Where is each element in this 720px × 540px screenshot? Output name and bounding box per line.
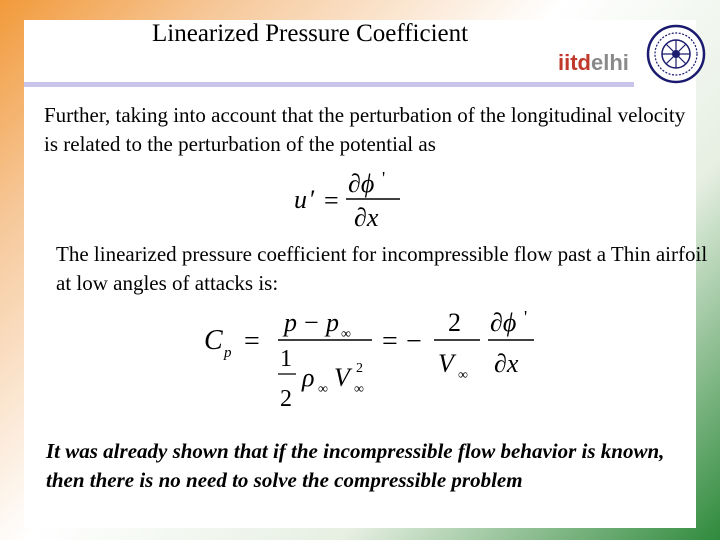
svg-text:=: = [324, 186, 339, 215]
iit-delhi-seal-icon [646, 24, 706, 84]
svg-text:C: C [204, 325, 223, 356]
svg-text:∂ϕ: ∂ϕ [348, 169, 375, 198]
svg-text:−: − [406, 326, 422, 357]
svg-text:∂x: ∂x [354, 203, 379, 232]
svg-text:': ' [382, 168, 386, 188]
svg-text:−: − [304, 308, 319, 337]
svg-text:=: = [382, 326, 398, 357]
paragraph-pressure-coefficient: The linearized pressure coefficient for incompressible flow past a Thin airfoil at low angles of attacks is: [56, 242, 708, 295]
svg-text:=: = [244, 326, 260, 357]
svg-text:1: 1 [280, 346, 292, 372]
svg-text:V: V [438, 349, 454, 378]
svg-text:∞: ∞ [458, 368, 468, 383]
svg-text:2: 2 [356, 361, 363, 376]
logo-text-part1: iitd [558, 50, 591, 75]
svg-text:p: p [326, 308, 339, 337]
svg-text:′: ′ [310, 185, 316, 214]
svg-text:V: V [334, 363, 350, 392]
paragraph-velocity-relation: Further, taking into account that the perturbation of the longitudinal velocity is related to the perturbation of the potential as [44, 103, 686, 156]
svg-text:∞: ∞ [318, 382, 328, 397]
title-divider [24, 82, 634, 87]
svg-text:∞: ∞ [354, 382, 364, 397]
svg-text:u: u [294, 185, 307, 214]
svg-text:p: p [284, 308, 297, 337]
svg-text:': ' [524, 307, 528, 327]
equation-velocity-perturbation [288, 168, 408, 232]
svg-text:p: p [224, 345, 232, 361]
svg-text:∂ϕ: ∂ϕ [490, 308, 517, 337]
equation-pressure-coefficient [200, 304, 540, 414]
svg-text:ρ: ρ [302, 363, 315, 392]
svg-text:2: 2 [280, 386, 292, 412]
institute-logo [558, 50, 629, 76]
svg-text:∂x: ∂x [494, 349, 519, 378]
svg-text:∞: ∞ [341, 327, 351, 342]
svg-text:2: 2 [448, 308, 461, 337]
paragraph-conclusion: It was already shown that if the incompressible flow behavior is known, then there is no need to solve the compressible problem [46, 439, 665, 492]
slide-title: Linearized Pressure Coefficient [152, 20, 469, 47]
logo-text-part2: elhi [591, 50, 629, 75]
